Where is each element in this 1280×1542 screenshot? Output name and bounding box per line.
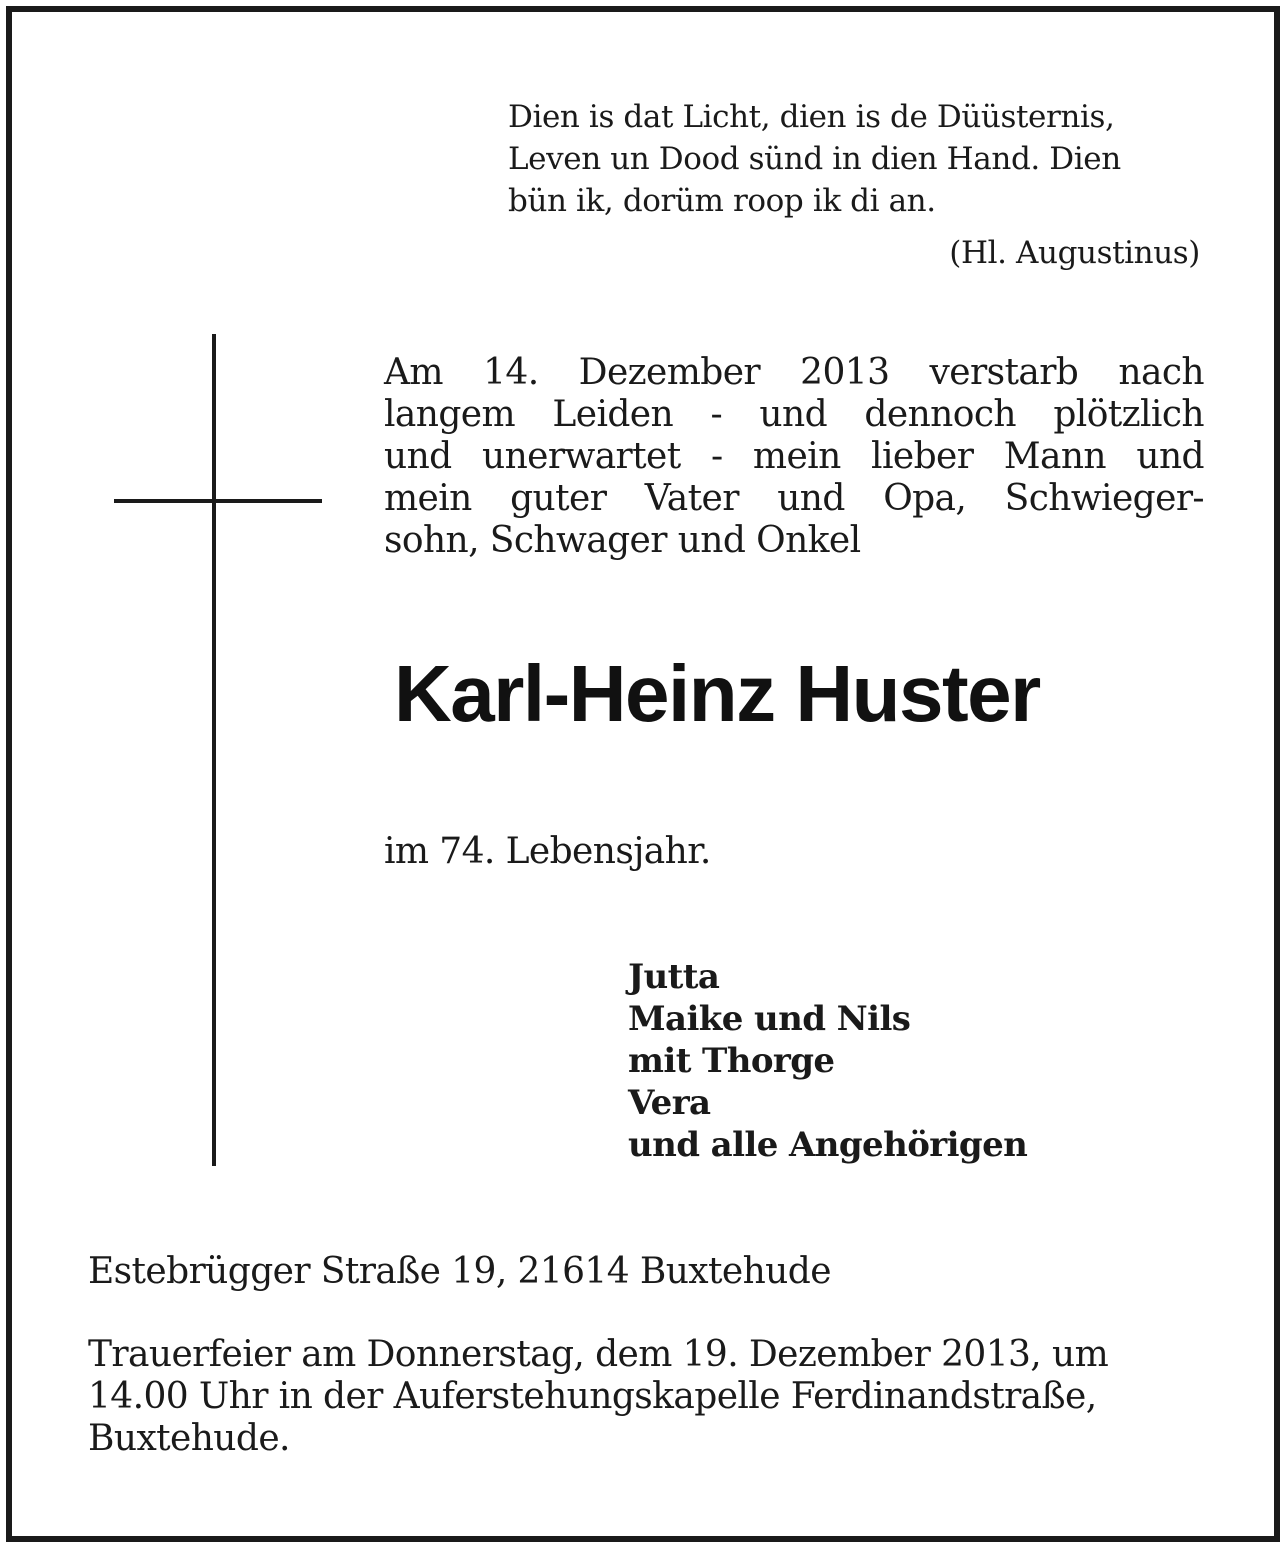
funeral-line: Trauerfeier am Donnerstag, dem 19. Dezember 2013, um xyxy=(88,1334,1109,1375)
motto-line: bün ik, dorüm roop ik di an. xyxy=(508,183,936,219)
announcement-line: Am 14. Dezember 2013 verstarb nach xyxy=(384,352,1204,393)
announcement-line: mein guter Vater und Opa, Schwieger- xyxy=(384,478,1204,519)
mourner-name: mit Thorge xyxy=(628,1041,835,1081)
funeral-line: 14.00 Uhr in der Auferstehungskapelle Ferdinandstraße, xyxy=(88,1376,1097,1417)
family-address: Estebrügger Straße 19, 21614 Buxtehude xyxy=(88,1251,831,1292)
cross-icon-beam xyxy=(114,499,322,503)
funeral-details xyxy=(88,1334,1208,1460)
announcement-line: langem Leiden - und dennoch plötzlich xyxy=(384,394,1204,435)
funeral-line: Buxtehude. xyxy=(88,1418,290,1459)
motto-quote xyxy=(508,96,1208,222)
motto-line: Leven un Dood sünd in dien Hand. Dien xyxy=(508,141,1121,177)
announcement-line: sohn, Schwager und Onkel xyxy=(384,520,861,561)
mourners-list xyxy=(628,956,1027,1166)
deceased-age: im 74. Lebensjahr. xyxy=(384,831,711,872)
deceased-name: Karl-Heinz Huster xyxy=(394,649,1040,738)
quote-attribution: (Hl. Augustinus) xyxy=(949,235,1200,271)
mourner-name: und alle Angehörigen xyxy=(628,1125,1028,1165)
cross-icon xyxy=(212,334,216,1166)
announcement-line: und unerwartet - mein lieber Mann und xyxy=(384,436,1204,477)
mourner-name: Jutta xyxy=(628,957,720,997)
motto-line: Dien is dat Licht, dien is de Düüsternis, xyxy=(508,99,1115,135)
obituary-frame xyxy=(6,6,1280,1542)
death-announcement xyxy=(384,352,1204,562)
mourner-name: Maike und Nils xyxy=(628,999,911,1039)
mourner-name: Vera xyxy=(628,1083,711,1123)
